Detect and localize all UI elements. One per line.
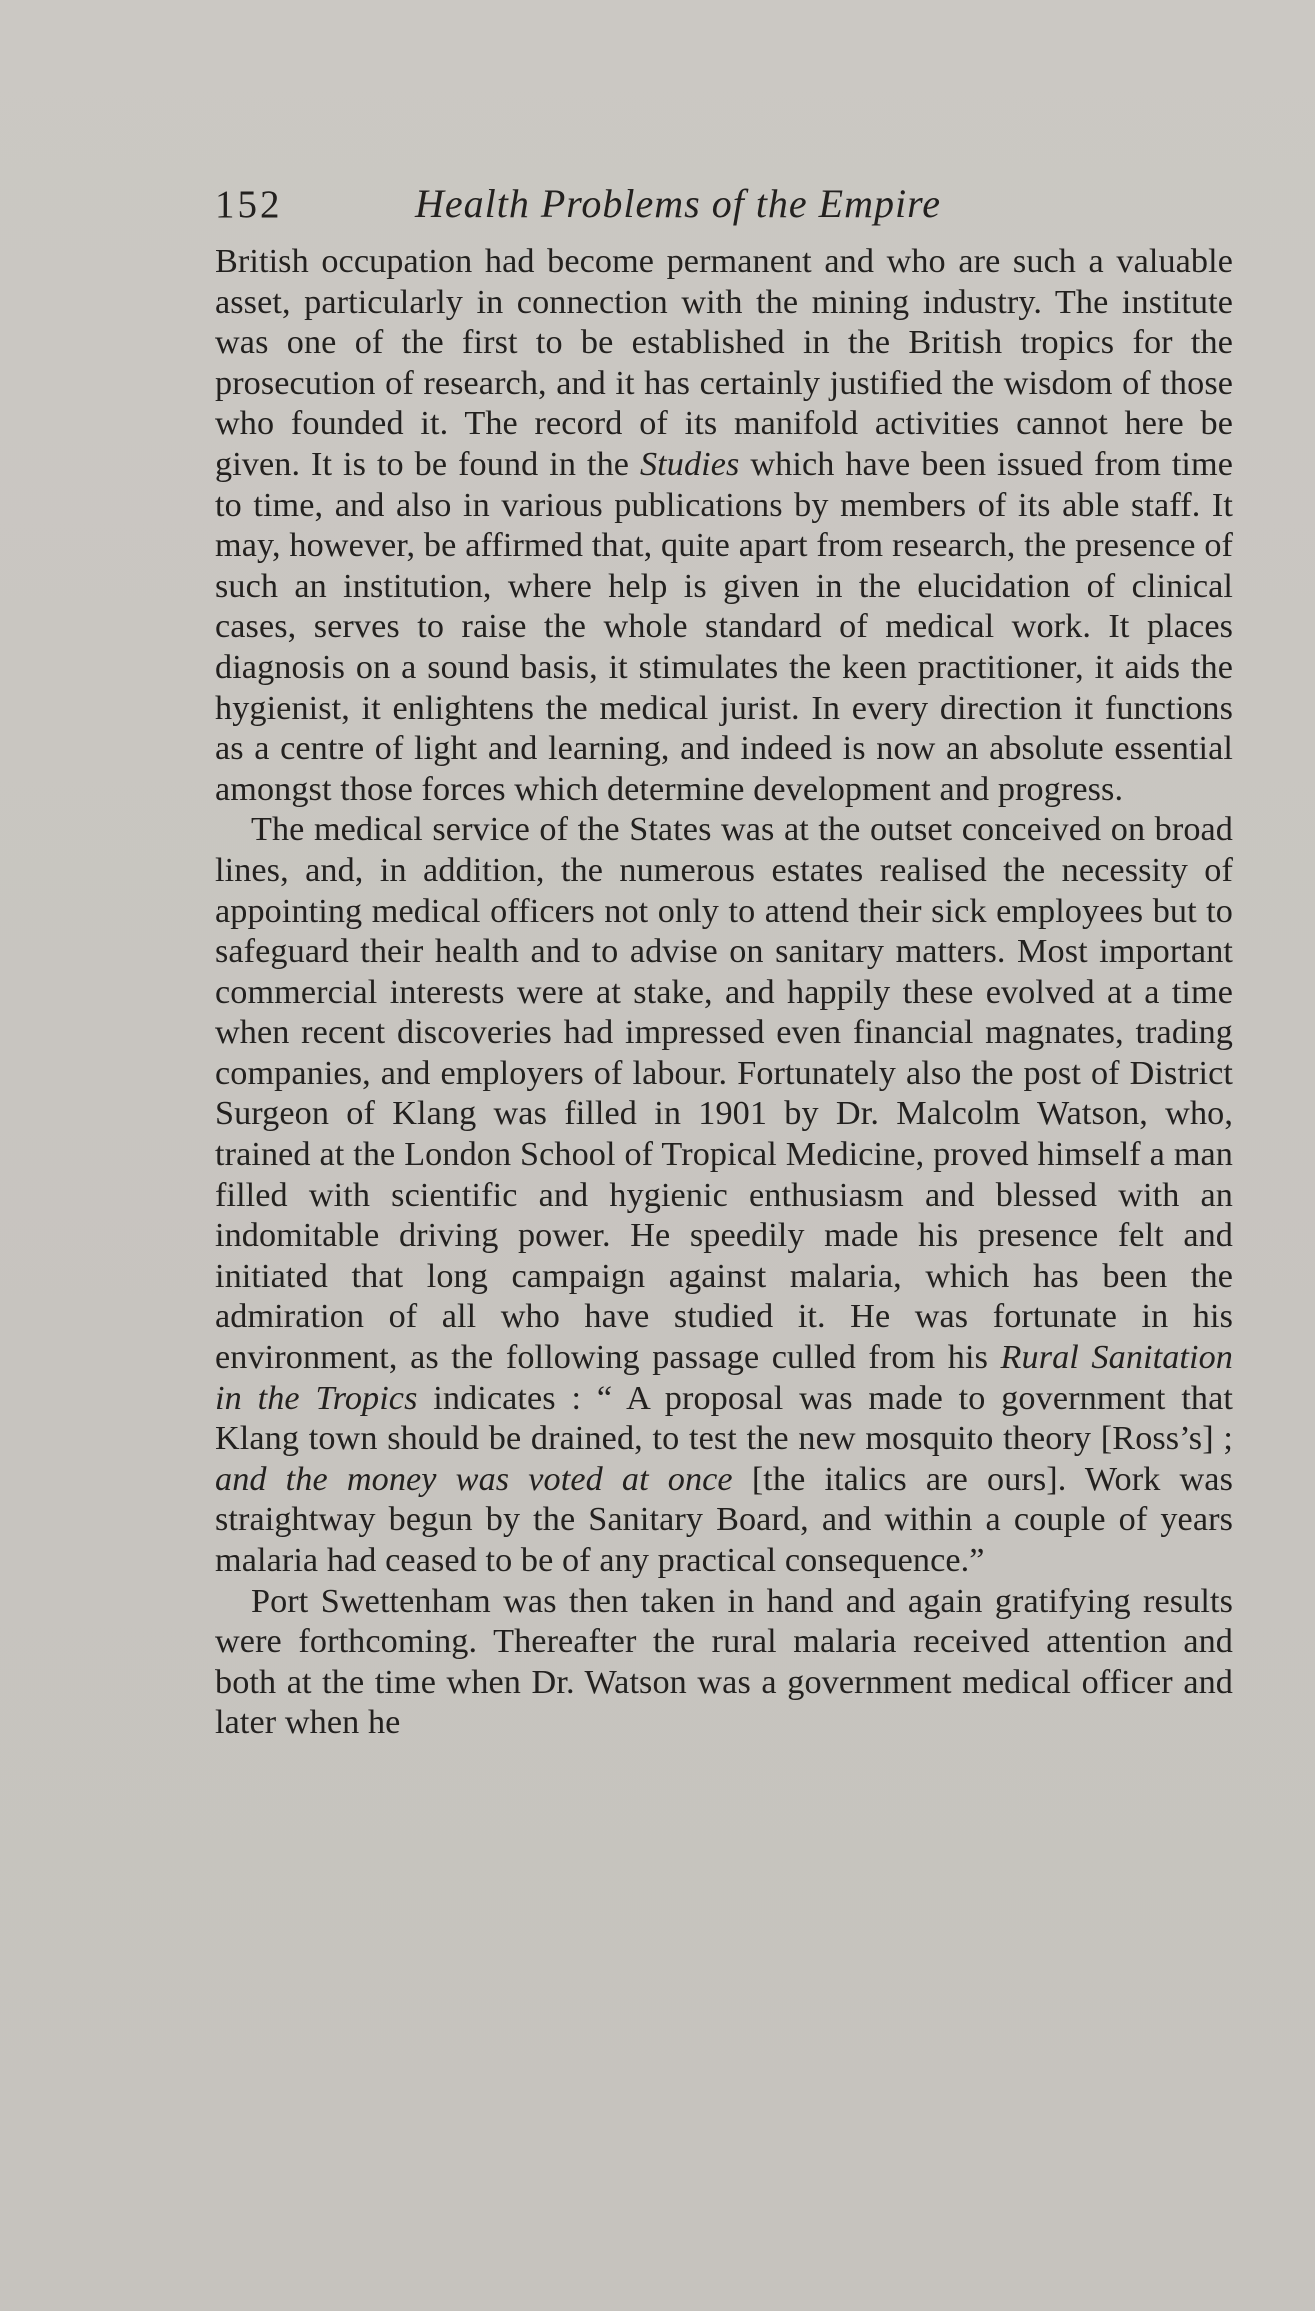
text-segment: which have been issued from time to time, and also in various publications by members of its able staff. It may, however, be affirmed that, quite apart from research, the presence of such an institution, where help is given in the elucidation of clinical cases, serves to raise the whole standard of medical work. It places diagnosis on a sound basis, it stimulates the keen practitioner, it aids the hygienist, it enlightens the medical jurist. In every direction it functions as a centre of light and learning, and indeed is now an absolute essential amongst those forces which determine development and progress. <box>215 445 1233 808</box>
text-segment: British occupation had become permanent and who are such a valuable asset, particularly in connection with the mining industry. The institute was one of the first to be established in the British tropics for the prosecution of research, and it has certainly justified the wisdom of those who founded it. The record of its manifold activities cannot here be given. It is to be found in the <box>215 243 1233 483</box>
text-segment: The medical service of the States was at the outset conceived on broad lines, and, in addition, the numerous estates realised the necessity of appointing medical officers not only to attend their sick employees but to safeguard their health and to advise on sanitary matters. Most important commercial interests were at stake, and happily these evolved at a time when recent discoveries had impressed even financial magnates, trading companies, and employers of labour. Fortunately also the post of District Surgeon of Klang was filled in 1901 by Dr. Malcolm Watson, who, trained at the London School of Tropical Medicine, proved himself a man filled with scientific and hygienic enthusiasm and blessed with an indomitable driving power. He speedily made his presence felt and initiated that long campaign against malaria, which has been the admiration of all who have studied it. He was fortunate in his environment, as the following passage culled from his <box>215 811 1233 1377</box>
italic-title-studies: Studies <box>639 445 740 483</box>
paragraph-1 <box>215 242 1233 810</box>
running-head <box>215 180 1225 242</box>
text-segment: Port Swettenham was then taken in hand and again gratifying results were forthcoming. Thereafter the rural malaria received attention and both at the time when Dr. Watson was a government medical officer and later when he <box>215 1582 1233 1742</box>
running-title: Health Problems of the Empire <box>415 181 941 226</box>
italic-title-rural-sanitation: Rural Sanitation in the Tropics <box>215 1339 1233 1417</box>
page-number: 152 <box>215 183 283 226</box>
paragraph-2 <box>215 810 1233 1581</box>
text-segment: [the italics are ours]. Work was straightway begun by the Sanitary Board, and within a couple of years malaria had ceased to be of any practical consequence.” <box>215 1460 1233 1579</box>
italic-emphasis: and the money was voted at once <box>215 1460 733 1498</box>
text-segment: indicates : “ A proposal was made to government that Klang town should be drained, to test the new mosquito theory [Ross’s] ; <box>215 1379 1234 1458</box>
paragraph-3 <box>215 1582 1233 1744</box>
